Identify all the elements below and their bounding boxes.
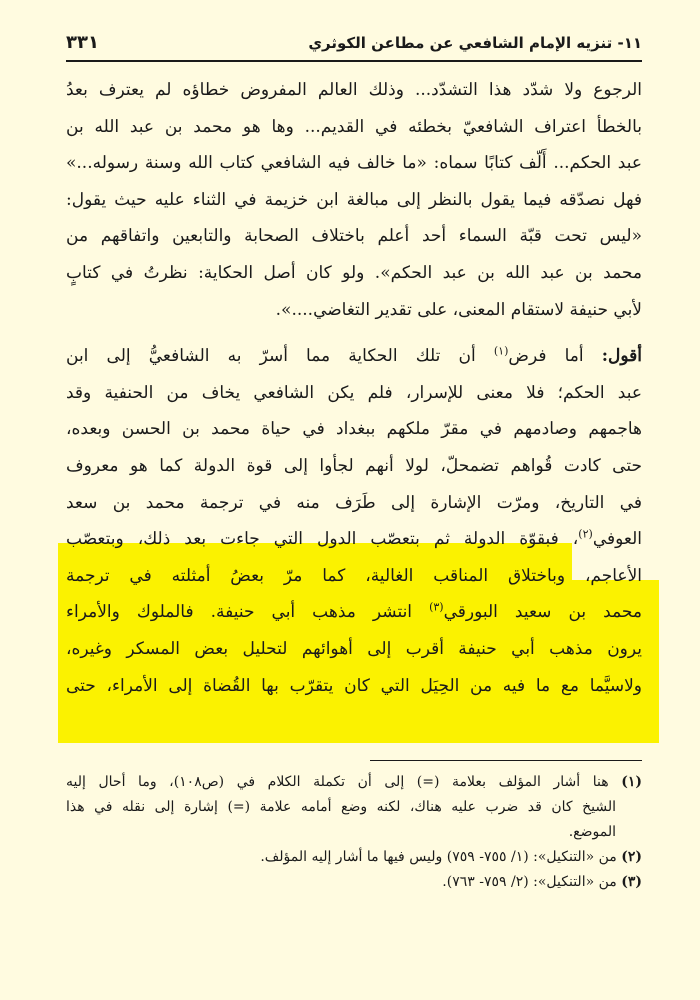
- text-line: حتى كادت قُواهم تضمحلّ، لولا أنهم لجأوا إلى قوة الدولة كما هو معروف: [66, 455, 642, 476]
- text-line: الرجوع ولا شدّد هذا التشدّد... وذلك العالم المفروض خطاؤه لم يعترف بعدُ: [66, 80, 642, 100]
- text-line: «ليس تحت قبّة السماء أحد أعلم باختلاف الصحابة والتابعين واتفاقهم من: [66, 226, 642, 247]
- footnote-text: هنا أشار المؤلف بعلامة (=) إلى أن تكملة الكلام في (ص١٠٨)، وما أحال إليه: [66, 774, 609, 790]
- aqool-keyword: أقول:: [601, 346, 642, 367]
- footnote-1: [66, 770, 642, 795]
- footnote-ref-1[interactable]: (١): [493, 344, 509, 358]
- text-line: عبد الحكم... أَلّف كتابًا سماه: «ما خالف فيه الشافعي كتاب الله وسنة رسوله...»: [66, 153, 642, 174]
- footnote-1-continuation: الشيخ كان قد ضرب عليه هناك، لكنه وضع أمامه علامة (=) إشارة إلى نقله في هذا: [66, 799, 616, 815]
- footnote-number: (١): [621, 774, 642, 790]
- text-line: فهل نصدّقه فيما يقول بالنظر إلى مبالغة ابن خزيمة في الثناء عليه حيث يقول:: [66, 189, 642, 210]
- footnote-1-continuation: الموضع.: [568, 824, 616, 840]
- text-line: ولاسيَّما مع ما فيه من الحِيَل التي كان يتقرّب بها القُضاة إلى الأمراء، حتى: [66, 675, 642, 696]
- footnote-number: (٢): [621, 849, 642, 865]
- footnote-divider: [370, 760, 642, 761]
- text-span: العوفي: [592, 529, 642, 550]
- text-line: عبد الحكم؛ فلا معنى للإسرار، فلم يكن الشافعي يخاف من الحنفية وقد: [66, 382, 642, 403]
- text-line: [66, 338, 642, 375]
- text-line: [66, 594, 642, 631]
- footnote-text: من «التنكيل»: (١/ ٧٥٥- ٧٥٩) وليس فيها ما أشار إليه المؤلف.: [260, 849, 617, 865]
- main-text: [66, 72, 642, 704]
- text-line: الأعاجم، وباختلاق المناقب الغالية، كما مرّ بعضُ أمثلته في ترجمة: [66, 565, 642, 586]
- footnote-2: [66, 845, 642, 870]
- page-number: ٣٣١: [66, 32, 99, 53]
- text-span: انتشر مذهب أبي حنيفة. فالملوك والأمراء: [66, 602, 430, 623]
- text-span: محمد بن سعيد البورقي: [443, 602, 642, 623]
- text-line: [66, 521, 642, 558]
- footnotes: [66, 770, 642, 895]
- footnote-ref-2[interactable]: (٢): [578, 527, 593, 541]
- footnote-text: من «التنكيل»: (٢/ ٧٥٩- ٧٦٣).: [442, 874, 617, 890]
- footnote-3: [66, 870, 642, 895]
- text-line: بالخطأ اعتراف الشافعيّ بخطئه في القديم... وها هو محمد بن عبد الله بن: [66, 116, 642, 137]
- text-line: محمد بن عبد الله بن عبد الحكم». ولو كان أصل الحكاية: نظرتُ في كتابٍ: [66, 262, 642, 283]
- text-line: يرون مذهب أبي حنيفة أقرب إلى أهوائهم لتحليل بعض المسكر وغيره،: [66, 638, 642, 659]
- text-line: هاجمهم وصادمهم في مقرّ ملكهم ببغداد في حياة محمد بن الحسن وبعده،: [66, 419, 642, 440]
- footnote-ref-3[interactable]: (٣): [429, 600, 444, 614]
- text-span: أما فرض: [508, 346, 602, 367]
- text-span: أن تلك الحكاية مما أسرّ به الشافعيُّ إلى ابن: [66, 346, 494, 367]
- text-line: في التاريخ، ومرّت الإشارة إلى طَرَف منه في ترجمة محمد بن سعد: [66, 492, 642, 513]
- text-line: لأبي حنيفة لاستقام المعنى، على تقدير التغاضي....».: [275, 299, 642, 320]
- footnote-number: (٣): [621, 874, 642, 890]
- running-title: ١١- تنزيه الإمام الشافعي عن مطاعن الكوثري: [308, 34, 642, 52]
- text-span: ، فبقوّة الدولة ثم بتعصّب الدول التي جاءت بعد ذلك، وبتعصّب: [66, 529, 579, 550]
- header-divider: [66, 60, 642, 62]
- running-header: [66, 30, 642, 60]
